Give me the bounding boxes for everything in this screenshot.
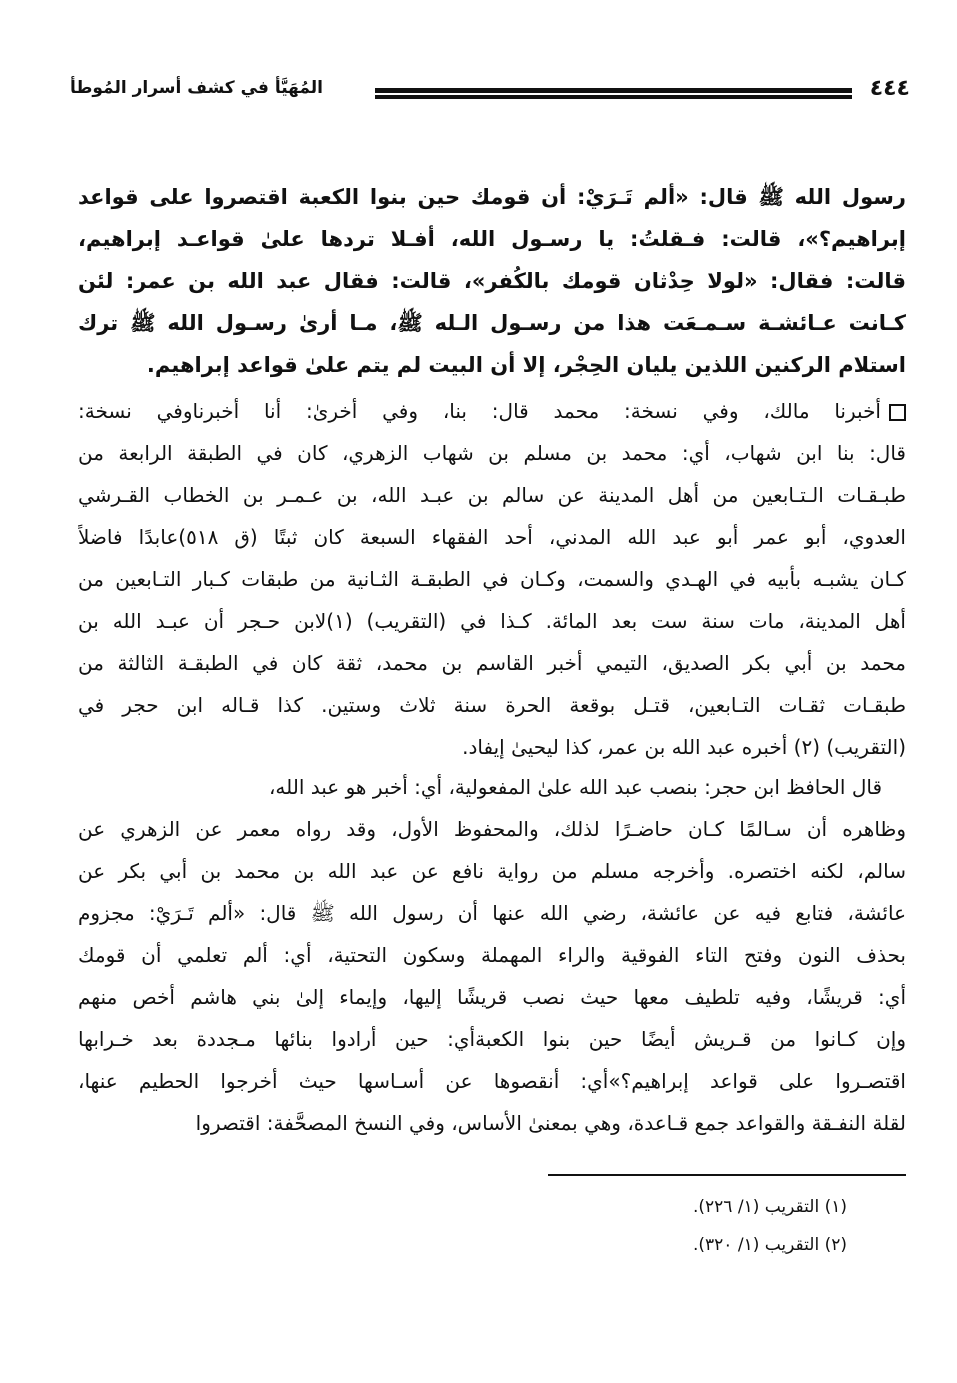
text-line: طبـقـات الـتـابعين من أهل المدينة عن سالم بن عبـد الله، بن عـمـر بن الخطاب القـرشي <box>78 483 906 507</box>
header-rule <box>375 88 852 95</box>
paragraph-1 <box>78 176 906 386</box>
text-line: محمد بن أبي بكر الصديق، التيمي أخبر القاسم بن محمد، ثقة كان في الطبقـة الثالثة من <box>78 651 906 675</box>
text-line: وظاهره أن سـالمًا كـان حاضـرًا لذلك، والمحفوظ الأول، وقد رواه معمر عن الزهري عن <box>78 817 906 841</box>
text-line: إبراهيم؟»، قالت: فـقلتُ: يا رسـول الله، أفـلا تردها علىٰ قواعـد إبراهيم، <box>78 227 906 251</box>
text-line: بحذف النون وفتح التاء الفوقية والراء المهملة وسكون التحتية، أي: ألم تعلمي أن قومك <box>78 943 906 967</box>
text-line: قال الحافظ ابن حجر: بنصب عبد الله علىٰ المفعولية، أي: أخبر هو عبد الله، <box>268 775 882 799</box>
text-line: العدوي، أبو عمر أبو عبد الله المدني، أحد الفقهاء السبعة كان ثبتًا (ق ٥١٨)عابدًا فاضلاً <box>78 525 906 549</box>
footnote-2: (٢) التقريب (١/ ٣٢٠). <box>692 1235 847 1255</box>
text-line: لقلة النفـقة والقواعد جمع قـاعدة، وهي بمعنىٰ الأساس، وفي النسخ المصحَّفة: اقتصروا <box>195 1111 906 1135</box>
text-line: رسول الله ﷺ قال: «ألم تَـرَيْ: أن قومك حين بنوا الكعبة اقتصروا على قواعد <box>78 185 906 209</box>
text-line: أي: قريشًا، وفيه تلطيف معها حيث نصب قريشًا إليها، وإيماء إلىٰ بني هاشم أخص منهم <box>78 985 906 1009</box>
text-line: استلام الركنين اللذين يليان الحِجْر، إلا أن البيت لم يتم علىٰ قواعد إبراهيم. <box>146 353 906 377</box>
text-line: (التقريب) (٢) أخبره عبد الله بن عمر، كذا ليحيىٰ إيفاد. <box>462 735 906 759</box>
text-line-content: أخبرنا مالك، وفي نسخة: محمد قال: بنا، وفي أخرىٰ: أنا أخبرناوفي نسخة: <box>78 399 881 423</box>
text-line: وإن كـانوا من قـريش أيضًا حين بنوا الكعبةأي: حين أرادوا بنائها مـجددة بعد خـرابها <box>78 1027 906 1051</box>
footnote-separator <box>548 1174 906 1176</box>
section-marker-icon <box>889 404 906 421</box>
text-line <box>78 390 906 432</box>
footnote-1: (١) التقريب (١/ ٢٢٦). <box>692 1197 847 1217</box>
text-line: طبقـات ثقـات التـابعين، قتـل بوقعة الحرة سنة ثلاث وستين. كذا قـاله ابن حجر في <box>78 693 906 717</box>
page-header <box>70 76 910 110</box>
text-line: سالم، لكنه اختصره. وأخرجه مسلم من رواية نافع عن عبد الله بن محمد بن أبي بكر عن <box>78 859 906 883</box>
paragraph-2 <box>78 390 906 768</box>
text-line: قال: بنا ابن شهاب، أي: محمد بن مسلم بن شهاب الزهري، كان في الطبقة الرابعة من <box>78 441 906 465</box>
text-line: كـان يشبـه بأبيه في الهـدي والسمت، وكـان في الطبقـة الثـانية من طبقات كـبار التـابعين من <box>78 567 906 591</box>
text-line: قالت: فقال: «لولا حِدْثان قومك بالكُفر»، قالت: فقال عبد الله بن عمر: لئن <box>78 269 906 293</box>
text-line: أهل المدينة، مات سنة ست بعد المائة. كـذا في (التقريب) (١)لابن حـجر أن عبـد الله بن <box>78 609 906 633</box>
page-number: ٤٤٤ <box>869 76 910 101</box>
footnotes <box>693 1188 847 1264</box>
text-line: عائشة، فتابع فيه عن عائشة، رضي الله عنها أن رسول الله ﷺ قال: «ألم تَـرَيْ: مجزوم <box>78 901 906 925</box>
text-line: كـانت عـائشـة سـمـعَت هذا من رسـول الـله ﷺ، مـا أرىٰ رسـول الله ﷺ ترك <box>78 311 906 335</box>
text-line: اقتصـروا على قواعد إبراهيم؟»أي: أنقصوها عن أسـاسها حيث أخرجوا الحطيم عنها، <box>78 1069 906 1093</box>
running-title: المُهَيَّأ في كشف أسرار المُوطأ <box>70 78 323 98</box>
paragraph-3 <box>78 766 906 1144</box>
